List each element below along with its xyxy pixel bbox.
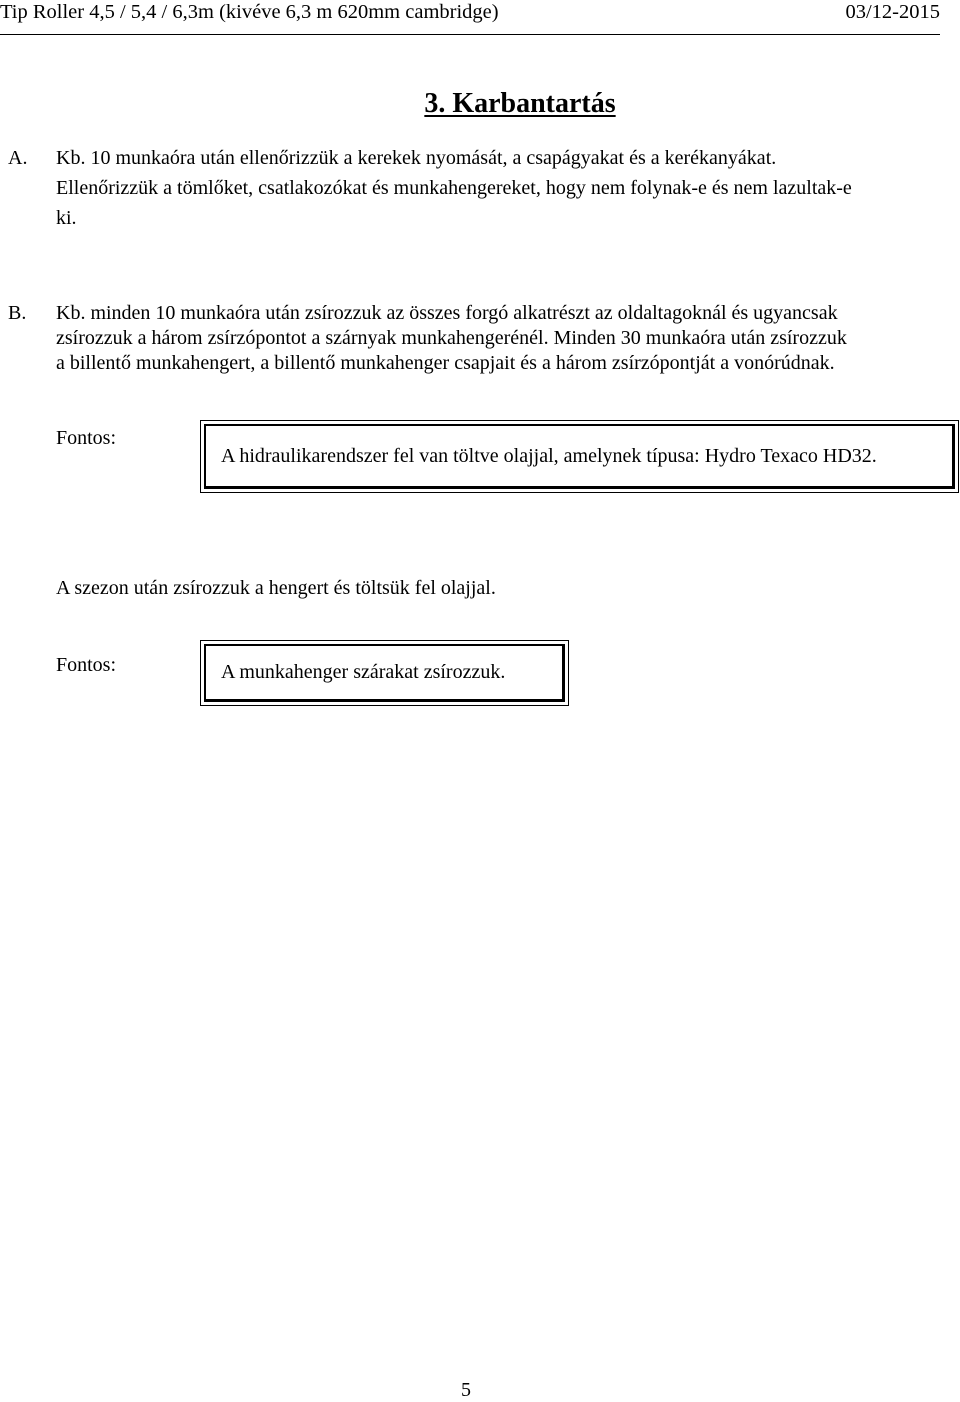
- item-a-line-3: ki.: [56, 207, 77, 229]
- note-2-label: Fontos:: [56, 654, 117, 676]
- header-title: Tip Roller 4,5 / 5,4 / 6,3m (kivéve 6,3 m 620mm cambridge): [0, 1, 499, 23]
- item-b-marker: B.: [8, 302, 27, 324]
- note-1-box: [200, 420, 959, 493]
- page-number: 5: [461, 1379, 471, 1401]
- page-header: [0, 0, 940, 35]
- item-b-line-1: Kb. minden 10 munkaóra után zsírozzuk az összes forgó alkatrészt az oldaltagoknál és ugyancsak: [56, 302, 838, 324]
- note-1-label: Fontos:: [56, 427, 117, 449]
- item-a-line-1: Kb. 10 munkaóra után ellenőrizzük a kerekek nyomását, a csapágyakat és a kerékanyákat.: [56, 147, 777, 169]
- item-b-line-3: a billentő munkahengert, a billentő munkahenger csapjait és a három zsírzópontját a vonórúdnak.: [56, 352, 835, 374]
- header-date: 03/12-2015: [845, 1, 940, 23]
- season-text: A szezon után zsírozzuk a hengert és töltsük fel olajjal.: [56, 577, 496, 599]
- note-2-text: A munkahenger szárakat zsírozzuk.: [204, 644, 565, 702]
- note-2-box: [200, 640, 569, 706]
- item-a-line-2: Ellenőrizzük a tömlőket, csatlakozókat és munkahengereket, hogy nem folynak-e és nem lazultak-e: [56, 177, 852, 199]
- item-a-marker: A.: [8, 147, 28, 169]
- note-1-text: A hidraulikarendszer fel van töltve olajjal, amelynek típusa: Hydro Texaco HD32.: [204, 424, 955, 489]
- item-b-line-2: zsírozzuk a három zsírzópontot a szárnyak munkahengerénél. Minden 30 munkaóra után zsírozzuk: [56, 327, 847, 349]
- section-heading: 3. Karbantartás: [424, 88, 616, 119]
